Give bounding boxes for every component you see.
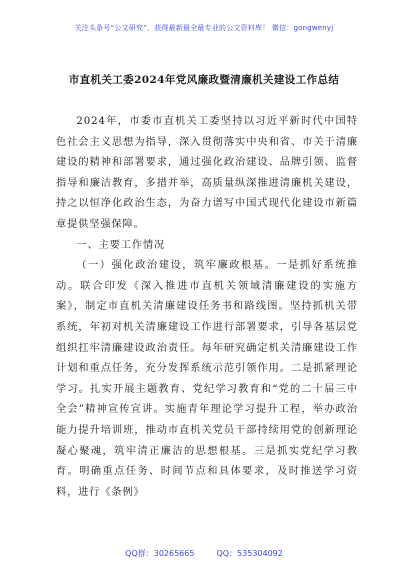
document-body	[56, 112, 358, 503]
intro-paragraph: 2024年，市委市直机关工委坚持以习近平新时代中国特色社会主义思想为指导，深入贯彻落实中央和省、市关于清廉建设的精神和部署要求，通过强化政治建设、品牌引领、监督指导和廉洁教育，多措并举，高质量纵深推进清廉机关建设，持之以恒净化政治生态，为奋力谱写中国式现代化建设市新篇章提供坚强保障。	[56, 116, 358, 230]
header-banner: 关注头条号“公文研究”，获得最新最全最专业的公文资料库！ 微信：gongwenyj	[74, 24, 334, 32]
section-heading: 一、主要工作情况	[76, 239, 166, 251]
section1-paragraph: （一）强化政治建设，筑牢廉政根基。一是抓好系统推动。联合印发《深入推进市直机关领域清廉建设的实施方案》，制定市直机关清廉建设任务书和路线图。坚持抓机关带系统，年初对机关清廉建设工作进行部署要求，引导各基层党组织扛牢清廉建设政治责任。每年研究确定机关清廉建设工作计划和重点任务，充分发挥系统示范引领作用。二是抓紧理论学习。扎实开展主题教育、党纪学习教育和“党的二十届三中全会”精神宣传宣讲。实施青年理论学习提升工程，举办政治能力提升培训班，推动市直机关党员干部持续用党的创新理论凝心聚魂，筑牢清正廉洁的思想根基。三是抓实党纪学习教育。明确重点任务、时间节点和具体要求，及时推送学习资料，进行《条例》	[56, 260, 358, 498]
footer-contact	[0, 548, 408, 559]
document-title: 市直机关工委2024年党风廉政暨清廉机关建设工作总结	[68, 74, 340, 86]
qq-number-text: QQ：535304092	[216, 549, 283, 558]
qq-group-text: QQ群：30265665	[125, 549, 195, 558]
